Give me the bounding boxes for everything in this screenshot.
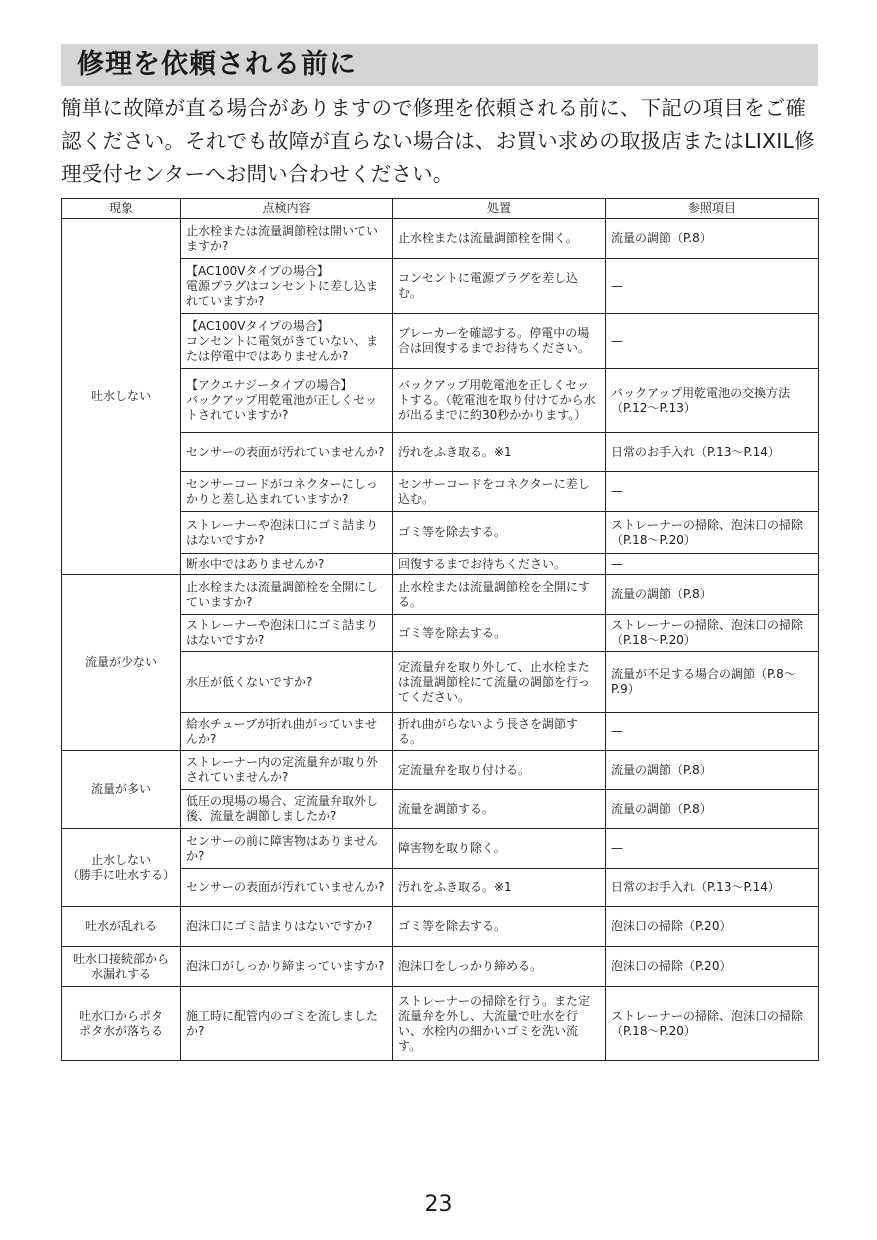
page-number: 23 [424, 1192, 453, 1217]
symptom-cell: 止水しない （勝手に吐水する） [62, 829, 181, 907]
reference-cell: 日常のお手入れ（P.13〜P.14） [606, 869, 819, 907]
action-cell: センサーコードをコネクターに差し込む。 [393, 472, 606, 512]
action-cell: ゴミ等を除去する。 [393, 907, 606, 947]
reference-cell: ストレーナーの掃除、泡沫口の掃除（P.18〜P.20） [606, 512, 819, 554]
page-title: 修理を依頼される前に [61, 44, 818, 86]
action-cell: ストレーナーの掃除を行う。また定流量弁を外し、大流量で吐水を行い、水栓内の細かいゴミを洗い流す。 [393, 987, 606, 1061]
check-cell: 給水チューブが折れ曲がっていませんか? [181, 713, 393, 751]
check-cell: 施工時に配管内のゴミを流しましたか? [181, 987, 393, 1061]
table-header-row [62, 199, 819, 219]
check-cell: 水圧が低くないですか? [181, 652, 393, 713]
reference-cell: 流量の調節（P.8） [606, 790, 819, 829]
check-cell: 【AC100Vタイプの場合】 コンセントに電気がきていない、または停電中ではありませんか? [181, 314, 393, 369]
table-row [62, 829, 819, 869]
troubleshooting-table [61, 198, 819, 1061]
check-cell: 泡沫口にゴミ詰まりはないですか? [181, 907, 393, 947]
reference-cell: ストレーナーの掃除、泡沫口の掃除（P.18〜P.20） [606, 987, 819, 1061]
table-row [62, 907, 819, 947]
header-action: 処置 [393, 199, 606, 219]
action-cell: コンセントに電源プラグを差し込む。 [393, 259, 606, 314]
check-cell: 【アクエナジータイプの場合】 バックアップ用乾電池が正しくセットされていますか? [181, 369, 393, 433]
reference-cell: — [606, 314, 819, 369]
reference-cell: 泡沫口の掃除（P.20） [606, 907, 819, 947]
table-row [62, 575, 819, 615]
action-cell: ゴミ等を除去する。 [393, 512, 606, 554]
action-cell: 汚れをふき取る。※1 [393, 869, 606, 907]
check-cell: 【AC100Vタイプの場合】 電源プラグはコンセントに差し込まれていますか? [181, 259, 393, 314]
reference-cell: 流量の調節（P.8） [606, 751, 819, 790]
check-cell: ストレーナーや泡沫口にゴミ詰まりはないですか? [181, 615, 393, 652]
header-reference: 参照項目 [606, 199, 819, 219]
check-cell: センサーの前に障害物はありませんか? [181, 829, 393, 869]
intro-paragraph: 簡単に故障が直る場合がありますので修理を依頼される前に、下記の項目をご確認ください。それでも故障が直らない場合は、お買い求めの取扱店またはLIXIL修理受付センターへお問い合わせください。 [61, 96, 815, 186]
check-cell: 断水中ではありませんか? [181, 554, 393, 575]
header-symptom: 現象 [62, 199, 181, 219]
check-cell: 泡沫口がしっかり締まっていますか? [181, 947, 393, 987]
reference-cell: 泡沫口の掃除（P.20） [606, 947, 819, 987]
reference-cell: 流量の調節（P.8） [606, 575, 819, 615]
table-row [62, 219, 819, 259]
reference-cell: — [606, 554, 819, 575]
header-check: 点検内容 [181, 199, 393, 219]
action-cell: 泡沫口をしっかり締める。 [393, 947, 606, 987]
check-cell: センサーの表面が汚れていませんか? [181, 433, 393, 472]
reference-cell: 日常のお手入れ（P.13〜P.14） [606, 433, 819, 472]
check-cell: ストレーナー内の定流量弁が取り外されていませんか? [181, 751, 393, 790]
action-cell: 回復するまでお待ちください。 [393, 554, 606, 575]
reference-cell: ストレーナーの掃除、泡沫口の掃除（P.18〜P.20） [606, 615, 819, 652]
check-cell: センサーコードがコネクターにしっかりと差し込まれていますか? [181, 472, 393, 512]
symptom-cell: 吐水が乱れる [62, 907, 181, 947]
table-body [62, 219, 819, 1061]
symptom-cell: 吐水口接続部から 水漏れする [62, 947, 181, 987]
check-cell: 止水栓または流量調節栓は開いていますか? [181, 219, 393, 259]
reference-cell: — [606, 259, 819, 314]
reference-cell: — [606, 472, 819, 512]
action-cell: 止水栓または流量調節栓を全開にする。 [393, 575, 606, 615]
action-cell: 止水栓または流量調節栓を開く。 [393, 219, 606, 259]
reference-cell: 流量の調節（P.8） [606, 219, 819, 259]
action-cell: ブレーカーを確認する。停電中の場合は回復するまでお待ちください。 [393, 314, 606, 369]
action-cell: バックアップ用乾電池を正しくセットする。（乾電池を取り付けてから水が出るまでに約30秒かかります。） [393, 369, 606, 433]
action-cell: 折れ曲がらないよう長さを調節する。 [393, 713, 606, 751]
reference-cell: バックアップ用乾電池の交換方法（P.12〜P.13） [606, 369, 819, 433]
reference-cell: — [606, 713, 819, 751]
symptom-cell: 流量が少ない [62, 575, 181, 751]
check-cell: 低圧の現場の場合、定流量弁取外し後、流量を調節しましたか? [181, 790, 393, 829]
action-cell: 定流量弁を取り付ける。 [393, 751, 606, 790]
action-cell: 障害物を取り除く。 [393, 829, 606, 869]
symptom-cell: 流量が多い [62, 751, 181, 829]
symptom-cell: 吐水口からポタ ポタ水が落ちる [62, 987, 181, 1061]
reference-cell: — [606, 829, 819, 869]
check-cell: センサーの表面が汚れていませんか? [181, 869, 393, 907]
action-cell: 汚れをふき取る。※1 [393, 433, 606, 472]
action-cell: 流量を調節する。 [393, 790, 606, 829]
action-cell: ゴミ等を除去する。 [393, 615, 606, 652]
symptom-cell: 吐水しない [62, 219, 181, 575]
check-cell: 止水栓または流量調節栓を全開にしていますか? [181, 575, 393, 615]
table-row [62, 987, 819, 1061]
table-row [62, 751, 819, 790]
action-cell: 定流量弁を取り外して、止水栓または流量調節栓にて流量の調節を行ってください。 [393, 652, 606, 713]
table-row [62, 947, 819, 987]
check-cell: ストレーナーや泡沫口にゴミ詰まりはないですか? [181, 512, 393, 554]
reference-cell: 流量が不足する場合の調節（P.8〜P.9） [606, 652, 819, 713]
